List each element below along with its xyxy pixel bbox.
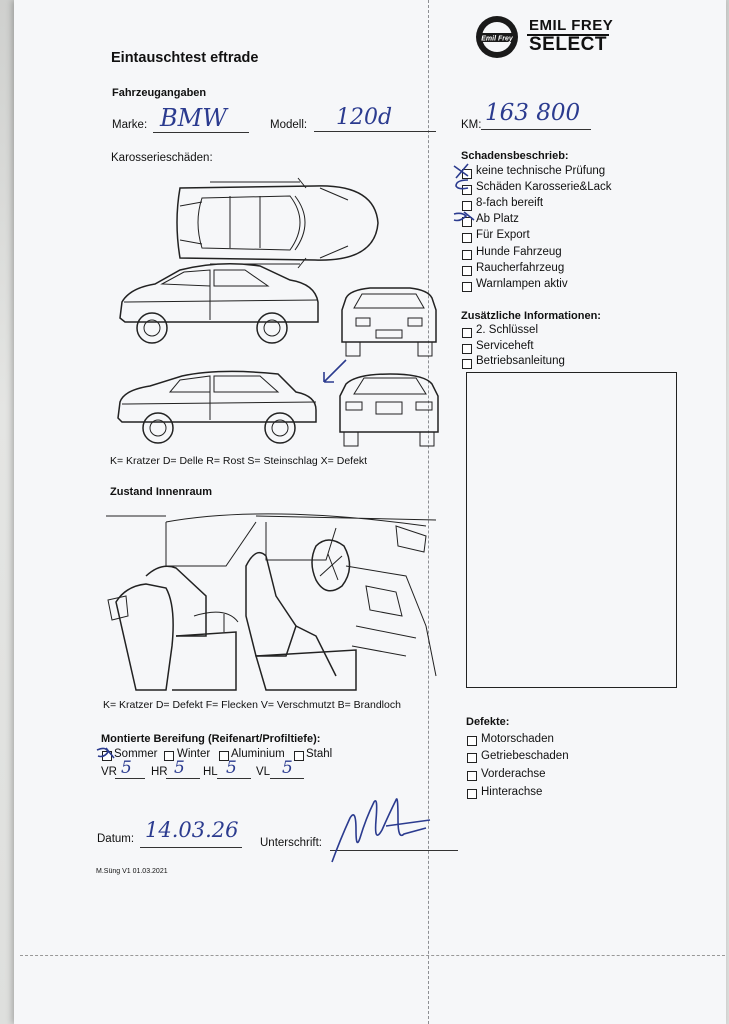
car-side-view-left <box>120 264 318 343</box>
checkbox-label: Aluminium <box>231 748 285 760</box>
km-label: KM: <box>461 119 482 131</box>
checkbox-manual[interactable] <box>462 359 472 369</box>
make-label: Marke: <box>112 119 148 131</box>
checkbox-label: Vorderachse <box>481 768 546 780</box>
km-field[interactable]: 163 800 <box>485 100 581 126</box>
make-field-line <box>153 132 249 133</box>
checkbox-label: Winter <box>177 748 211 760</box>
vl-label: VL <box>256 766 271 778</box>
vr-label: VR <box>101 766 117 778</box>
hr-label: HR <box>151 766 168 778</box>
car-rear-view <box>340 374 438 446</box>
vr-field[interactable]: 5 <box>121 758 132 778</box>
checkbox-winter[interactable] <box>164 751 174 761</box>
checkbox-gearbox-damage[interactable] <box>467 753 477 763</box>
body-damage-label: Karosserieschäden: <box>111 152 213 164</box>
vr-line <box>115 778 145 779</box>
damage-description-label: Schadensbeschrieb: <box>461 150 569 162</box>
interior-legend: K= Kratzer D= Defekt F= Flecken V= Verschmutzt B= Brandloch <box>103 699 401 711</box>
hl-label: HL <box>203 766 218 778</box>
checkbox-rear-axle[interactable] <box>467 789 477 799</box>
checkbox-engine-damage[interactable] <box>467 736 477 746</box>
checkbox-steel[interactable] <box>294 751 304 761</box>
form-version: M.Süng V1 01.03.2021 <box>96 868 168 875</box>
date-field[interactable]: 14.03.26 <box>145 818 239 842</box>
model-field[interactable]: 120d <box>336 105 393 130</box>
checkbox-label: Betriebsanleitung <box>476 355 565 367</box>
checkbox-label: Hinterachse <box>481 786 543 798</box>
hl-field[interactable]: 5 <box>226 758 237 778</box>
damage-arrow-mark <box>324 360 346 382</box>
signature-label: Unterschrift: <box>260 837 322 849</box>
checkbox-second-key[interactable] <box>462 328 472 338</box>
interior-label: Zustand Innenraum <box>110 486 213 498</box>
form-title: Eintauschtest eftrade <box>111 50 259 66</box>
pen-check-marks <box>450 160 480 230</box>
checkbox-service-book[interactable] <box>462 344 472 354</box>
additional-info-label: Zusätzliche Informationen: <box>461 310 601 322</box>
make-field[interactable]: BMW <box>160 104 227 132</box>
body-damage-legend: K= Kratzer D= Delle R= Rost S= Steinschlag X= Defekt <box>110 455 368 467</box>
car-side-view-right <box>118 371 316 443</box>
logo-bottom-text: SELECT <box>529 34 607 55</box>
check-mark-icon <box>454 212 474 221</box>
checkbox-front-axle[interactable] <box>467 771 477 781</box>
checkbox-label: Schäden Karosserie&Lack <box>476 181 612 193</box>
emil-frey-logo-icon <box>474 14 520 60</box>
checkbox-label: Serviceheft <box>476 340 534 352</box>
checkbox-label: Sommer <box>114 748 158 760</box>
logo-badge-text: Emil Frey <box>481 35 513 43</box>
car-body-diagram[interactable] <box>110 170 440 455</box>
checkbox-label: Für Export <box>476 229 530 241</box>
model-field-line <box>314 131 436 132</box>
checkbox-warning-lights[interactable] <box>462 282 472 292</box>
check-mark-icon <box>456 180 468 189</box>
hl-line <box>217 778 251 779</box>
car-front-view <box>342 288 436 356</box>
checkbox-label: Stahl <box>306 748 333 760</box>
hr-line <box>166 778 200 779</box>
logo-top-text: EMIL FREY <box>529 17 614 34</box>
summer-check-mark-icon <box>94 744 118 764</box>
checkbox-label: Warnlampen aktiv <box>476 278 568 290</box>
hr-field[interactable]: 5 <box>174 758 185 778</box>
checkbox-dog-vehicle[interactable] <box>462 250 472 260</box>
model-label: Modell: <box>270 119 308 131</box>
fold-line-horizontal <box>20 955 725 956</box>
km-field-line <box>481 129 591 130</box>
vehicle-section-label: Fahrzeugangaben <box>112 87 207 99</box>
checkbox-smoker-vehicle[interactable] <box>462 266 472 276</box>
checkbox-export[interactable] <box>462 233 472 243</box>
date-line <box>140 847 242 848</box>
checkbox-label: Getriebeschaden <box>481 750 569 762</box>
checkbox-label: 8-fach bereift <box>476 197 544 209</box>
car-top-view <box>177 178 378 268</box>
tires-label: Montierte Bereifung (Reifenart/Profiltiefe): <box>101 733 321 745</box>
defects-label: Defekte: <box>466 716 510 728</box>
checkbox-label: Ab Platz <box>476 213 519 225</box>
signature-field[interactable] <box>326 790 436 870</box>
vl-line <box>270 778 304 779</box>
notes-box[interactable] <box>466 372 677 688</box>
interior-diagram[interactable] <box>106 506 440 694</box>
check-mark-icon <box>454 164 468 178</box>
checkbox-label: Raucherfahrzeug <box>476 262 565 274</box>
checkbox-label: keine technische Prüfung <box>476 165 606 177</box>
checkbox-label: 2. Schlüssel <box>476 324 539 336</box>
date-label: Datum: <box>97 833 135 845</box>
vl-field[interactable]: 5 <box>282 758 293 778</box>
checkbox-label: Hunde Fahrzeug <box>476 246 562 258</box>
checkbox-label: Motorschaden <box>481 733 554 745</box>
